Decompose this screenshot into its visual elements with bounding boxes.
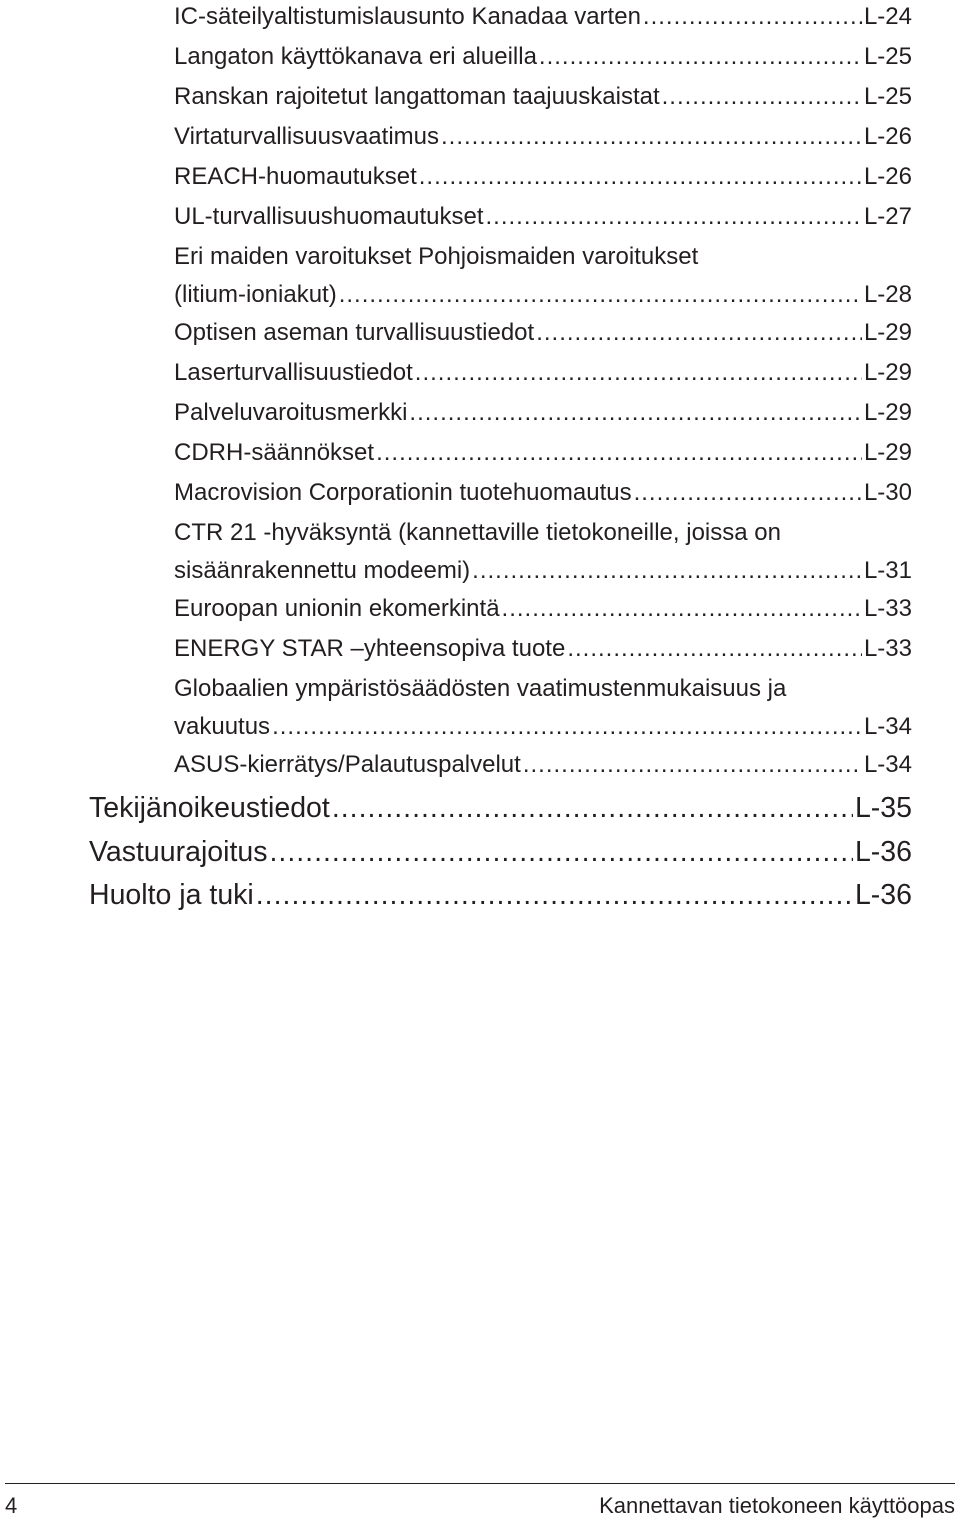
leader-dots (409, 394, 862, 432)
toc-entry[interactable] (174, 158, 912, 196)
leader-dots (662, 78, 862, 116)
toc-entry[interactable] (174, 590, 912, 628)
toc-entry[interactable] (174, 670, 912, 746)
toc-entry-title: UL-turvallisuushuomautukset (174, 203, 484, 230)
toc-entry-page: L-29 (863, 439, 912, 466)
toc-entry-page: L-34 (863, 751, 912, 778)
leader-dots (485, 198, 861, 236)
leader-dots (376, 434, 862, 472)
toc-entry[interactable] (174, 238, 912, 314)
toc-entry-page: L-33 (863, 635, 912, 662)
leader-dots (536, 314, 862, 352)
footer-divider (5, 1483, 955, 1484)
toc-entry-title: (litium-ioniakut) (174, 281, 337, 308)
leader-dots (332, 786, 853, 830)
toc-entry[interactable] (174, 314, 912, 352)
toc-entry-page: L-26 (863, 123, 912, 150)
toc-entry-page: L-26 (863, 163, 912, 190)
toc-entry-title: Huolto ja tuki (89, 879, 254, 911)
footer-book-title: Kannettavan tietokoneen käyttöopas (599, 1493, 955, 1518)
toc-entry-title: Langaton käyttökanava eri alueilla (174, 43, 537, 70)
toc-entry-title: Vastuurajoitus (89, 836, 268, 868)
toc-entry-title: sisäänrakennettu modeemi) (174, 557, 471, 584)
toc-entry-title-line1: CTR 21 -hyväksyntä (kannettaville tietokoneille, joissa on (174, 519, 781, 546)
toc-entry-page: L-25 (863, 43, 912, 70)
toc-entry-title: CDRH-säännökset (174, 439, 375, 466)
toc-entry-page: L-29 (863, 319, 912, 346)
leader-dots (441, 118, 862, 156)
toc-entry-page: L-24 (863, 3, 912, 30)
toc-entry[interactable] (174, 38, 912, 76)
toc-entry-page: L-36 (854, 836, 912, 868)
leader-dots (472, 552, 862, 590)
leader-dots (502, 590, 862, 628)
toc-entry[interactable] (174, 746, 912, 784)
leader-dots (339, 276, 862, 314)
toc-entry[interactable] (174, 394, 912, 432)
toc-entry-page: L-33 (863, 595, 912, 622)
toc-entry[interactable] (174, 630, 912, 668)
toc-entry[interactable] (174, 78, 912, 116)
leader-dots (419, 158, 862, 196)
toc-entry-title: Ranskan rajoitetut langattoman taajuuskaistat (174, 83, 660, 110)
toc-entry-title: Optisen aseman turvallisuustiedot (174, 319, 535, 346)
toc-top-entry[interactable] (89, 786, 912, 830)
toc-entry-title: Laserturvallisuustiedot (174, 359, 413, 386)
toc-entry[interactable] (174, 0, 912, 36)
toc-top-entry[interactable] (89, 830, 912, 874)
toc-entry[interactable] (174, 514, 912, 590)
toc-entry[interactable] (174, 118, 912, 156)
toc-entry-title: IC-säteilyaltistumislausunto Kanadaa varten (174, 3, 641, 30)
leader-dots (643, 0, 862, 36)
toc-entry[interactable] (174, 434, 912, 472)
toc-entry-page: L-31 (863, 557, 912, 584)
toc-entry-page: L-30 (863, 479, 912, 506)
toc-entry-title: Euroopan unionin ekomerkintä (174, 595, 500, 622)
toc-entry-title: Macrovision Corporationin tuotehuomautus (174, 479, 632, 506)
leader-dots (270, 830, 853, 874)
toc-entry-page: L-29 (863, 399, 912, 426)
toc-entry-page: L-36 (854, 879, 912, 911)
toc-entry-page: L-28 (863, 281, 912, 308)
toc-entry-title: ASUS-kierrätys/Palautuspalvelut (174, 751, 521, 778)
toc-entry-page: L-27 (863, 203, 912, 230)
leader-dots (272, 708, 862, 746)
toc-entry-title: Palveluvaroitusmerkki (174, 399, 408, 426)
leader-dots (567, 630, 862, 668)
toc-entry-title-line1: Globaalien ympäristösäädösten vaatimustenmukaisuus ja (174, 675, 787, 702)
leader-dots (634, 474, 862, 512)
toc-entry-page: L-34 (863, 713, 912, 740)
leader-dots (539, 38, 862, 76)
toc-entry-page: L-29 (863, 359, 912, 386)
toc-entry-title-line1: Eri maiden varoitukset Pohjoismaiden varoitukset (174, 243, 699, 270)
toc-entry-title: REACH-huomautukset (174, 163, 417, 190)
toc-entry-title: Virtaturvallisuusvaatimus (174, 123, 439, 150)
toc-entry[interactable] (174, 474, 912, 512)
toc-top-entry[interactable] (89, 873, 912, 917)
leader-dots (523, 746, 862, 784)
footer-page-number: 4 (5, 1493, 18, 1518)
toc-entry-title: vakuutus (174, 713, 271, 740)
toc-entry-page: L-25 (863, 83, 912, 110)
toc-entry[interactable] (174, 198, 912, 236)
toc-entry[interactable] (174, 354, 912, 392)
toc-entry-title: Tekijänoikeustiedot (89, 792, 330, 824)
leader-dots (256, 873, 853, 917)
leader-dots (415, 354, 862, 392)
toc-entry-title: ENERGY STAR –yhteensopiva tuote (174, 635, 566, 662)
toc-entry-page: L-35 (854, 792, 912, 824)
